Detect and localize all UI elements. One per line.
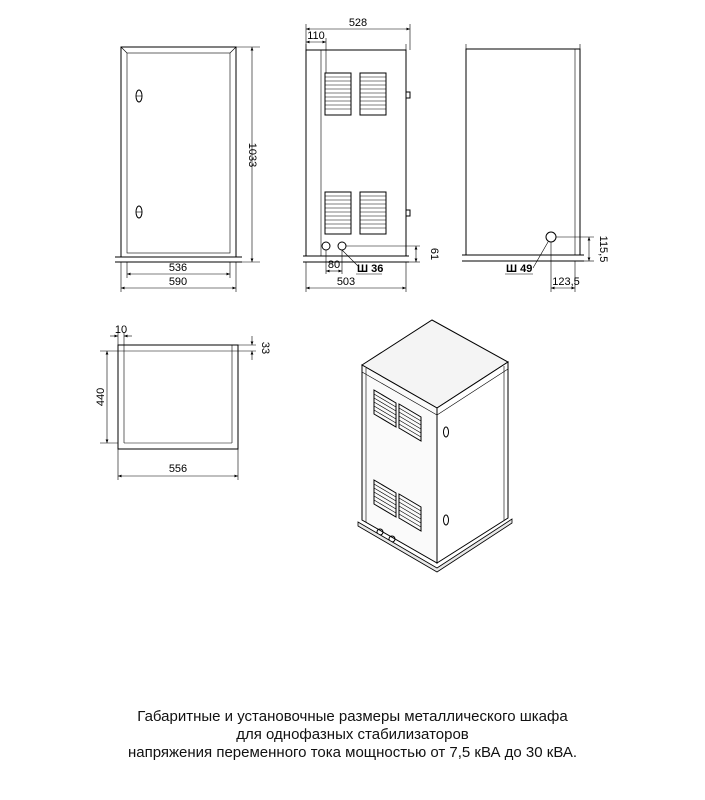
caption-line-2: для однофазных стабилизаторов bbox=[236, 726, 469, 743]
side-vent-bottom-left bbox=[325, 192, 351, 234]
dim-side-hole-height: 61 bbox=[428, 247, 440, 261]
dim-back-hole-offset: 123,5 bbox=[552, 276, 580, 288]
dim-side-top-width: 528 bbox=[348, 17, 368, 29]
side-cable-hole-icon bbox=[322, 242, 330, 250]
caption-line-1: Габаритные и установочные размеры металлического шкафа bbox=[137, 708, 568, 725]
dim-height: 1033 bbox=[246, 142, 258, 168]
door-lock-icon bbox=[136, 206, 142, 218]
caption-line-3: напряжения переменного тока мощностью от 7,5 кВА до 30 кВА. bbox=[127, 744, 578, 761]
dim-plan-edge: 10 bbox=[114, 324, 128, 336]
front-view bbox=[115, 47, 260, 292]
side-hole-label: Ш 36 bbox=[357, 263, 384, 275]
side-vent-top-right bbox=[360, 73, 386, 115]
side-vent-bottom-right bbox=[360, 192, 386, 234]
side-view bbox=[303, 17, 440, 292]
dim-side-hole-offset: 80 bbox=[327, 259, 341, 271]
side-vent-top-left bbox=[325, 73, 351, 115]
back-hole-label: Ш 49 bbox=[506, 263, 533, 275]
dim-front-inner-width: 536 bbox=[168, 262, 188, 274]
dim-plan-depth: 440 bbox=[95, 387, 107, 407]
drawing-caption bbox=[0, 708, 705, 762]
isometric-view bbox=[358, 320, 512, 572]
plan-view bbox=[95, 324, 271, 480]
dim-side-offset: 110 bbox=[307, 30, 325, 42]
dim-side-base-width: 503 bbox=[336, 276, 356, 288]
back-view bbox=[462, 44, 609, 292]
dim-back-hole-height: 115,5 bbox=[597, 235, 609, 263]
dim-plan-width: 556 bbox=[168, 463, 188, 475]
back-cable-hole-icon bbox=[546, 232, 556, 242]
door-handle-icon bbox=[136, 90, 142, 102]
dim-plan-corner: 33 bbox=[259, 341, 271, 355]
dim-front-outer-width: 590 bbox=[168, 276, 188, 288]
